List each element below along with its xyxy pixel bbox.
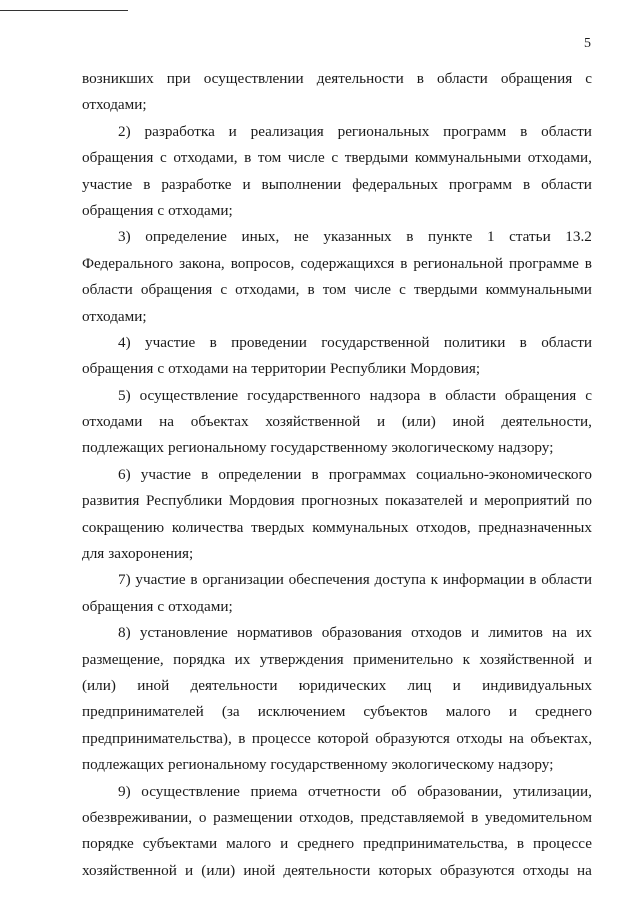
word: отходов: [411, 624, 462, 642]
word: с: [157, 597, 165, 615]
word: о: [198, 808, 207, 826]
word: хозяйственной: [265, 413, 361, 431]
word: осуществление: [141, 782, 240, 800]
word: обеспечения: [288, 571, 370, 589]
word: разработке: [161, 175, 232, 193]
text-line: [82, 356, 592, 382]
word: уведомительном: [485, 808, 592, 826]
word: региональному: [167, 756, 267, 774]
word: в: [529, 571, 537, 589]
text-line: [82, 647, 592, 673]
document-body: [82, 66, 592, 884]
word: надзора: [369, 386, 421, 404]
word: осуществлении: [203, 70, 304, 87]
word: образовании,: [417, 782, 503, 800]
word: установление: [139, 624, 228, 642]
word: социально-экономического: [416, 465, 592, 483]
text-line: [82, 831, 592, 857]
word: 3): [118, 228, 131, 246]
word: и: [508, 703, 517, 721]
word: деятельности: [283, 861, 371, 879]
word: обращения: [82, 360, 154, 378]
word: в: [516, 835, 524, 853]
word: иной: [137, 676, 170, 694]
word: твердых: [251, 518, 305, 536]
word: и: [185, 861, 194, 879]
text-line: [82, 224, 592, 250]
word: Федерального: [82, 254, 174, 272]
word: выполнении: [261, 175, 342, 193]
text-line: [82, 488, 592, 514]
word: отходами: [168, 360, 229, 378]
word: с: [331, 149, 339, 167]
word: юридических: [298, 676, 387, 694]
word: подлежащих: [82, 756, 164, 774]
word: к: [462, 650, 471, 668]
word: отходами;: [82, 96, 147, 114]
word: которой: [317, 729, 369, 747]
word: доступа: [374, 571, 426, 589]
word: хозяйственной: [82, 861, 177, 879]
text-line: [82, 541, 592, 567]
word: с: [159, 149, 167, 167]
word: иной: [452, 413, 485, 431]
word: разработка: [144, 122, 215, 140]
text-line: [82, 66, 592, 92]
word: предназначенных: [478, 518, 592, 536]
word: том: [257, 149, 282, 167]
word: политики: [443, 333, 506, 351]
word: представляемой: [360, 808, 465, 826]
word: 6): [118, 465, 131, 483]
word: лиц: [407, 676, 432, 694]
word: исключением: [257, 703, 346, 721]
text-line: [82, 409, 592, 435]
word: деятельности,: [501, 413, 592, 431]
word: 9): [118, 782, 131, 800]
text-line: [82, 673, 592, 699]
word: образуются: [440, 861, 515, 879]
word: региональных: [337, 122, 430, 140]
word: с: [585, 386, 592, 404]
word: определение: [145, 228, 227, 246]
word: предпринимателей: [82, 703, 204, 721]
word: образуются: [375, 729, 450, 747]
text-line: [82, 462, 592, 488]
word: в: [311, 465, 319, 483]
text-line: [82, 726, 592, 752]
word: (или): [82, 676, 116, 694]
text-line: [82, 251, 592, 277]
word: твердыми: [413, 281, 478, 299]
text-line: [82, 858, 592, 884]
word: обращения: [82, 149, 154, 167]
scan-edge-line: [0, 10, 128, 11]
word: возникших: [82, 70, 154, 87]
word: участие: [140, 465, 191, 483]
word: государственного: [247, 386, 361, 404]
text-line: [82, 435, 592, 461]
text-line: [82, 752, 592, 778]
word: в: [143, 175, 151, 193]
word: содержащихся: [300, 254, 395, 272]
word: отходов,: [299, 808, 354, 826]
word: пункте: [427, 228, 473, 246]
word: (или): [201, 861, 236, 879]
text-line: [82, 277, 592, 303]
word: том: [322, 281, 347, 299]
word: области: [541, 333, 592, 351]
word: порядке: [82, 835, 134, 853]
word: коммунальных: [312, 518, 409, 536]
word: государственной: [321, 333, 430, 351]
word: на: [577, 861, 592, 879]
word: при: [166, 70, 191, 87]
word: 5): [118, 386, 131, 404]
word: в: [522, 175, 531, 193]
word: в: [190, 571, 198, 589]
word: на: [552, 624, 568, 642]
word: в: [584, 254, 592, 272]
word: утверждения: [259, 650, 344, 668]
word: проведении: [231, 333, 307, 351]
text-line: [82, 119, 592, 145]
word: надзору;: [498, 439, 554, 457]
word: приема: [250, 782, 298, 800]
word: предпринимательства,: [363, 835, 508, 853]
word: в: [429, 386, 437, 404]
word: в: [471, 808, 479, 826]
word: в: [307, 281, 315, 299]
word: деятельности: [316, 70, 404, 87]
word: реализация: [250, 122, 324, 140]
word: Мордовия;: [410, 360, 481, 378]
word: 4): [118, 333, 131, 351]
word: для: [82, 545, 105, 563]
text-line: [82, 172, 592, 198]
word: отчетности: [308, 782, 381, 800]
word: числе: [287, 149, 325, 167]
word: 2): [118, 122, 131, 140]
word: среднего: [535, 703, 592, 721]
word: хозяйственной: [479, 650, 575, 668]
word: иных,: [241, 228, 280, 246]
word: региональной: [413, 254, 504, 272]
text-line: [82, 779, 592, 805]
word: с: [157, 201, 165, 219]
word: в: [400, 254, 408, 272]
word: отходами,: [527, 149, 592, 167]
text-line: [82, 383, 592, 409]
word: образования: [321, 624, 402, 642]
word: и: [583, 650, 592, 668]
word: Республики: [329, 360, 407, 378]
word: федеральных: [352, 175, 438, 193]
word: в: [519, 333, 527, 351]
text-line: [82, 92, 592, 118]
word: числе: [354, 281, 392, 299]
word: программ: [448, 175, 513, 193]
text-line: [82, 567, 592, 593]
word: 13.2: [565, 228, 592, 246]
word: нормативов: [236, 624, 313, 642]
text-line: [82, 304, 592, 330]
word: отходами;: [82, 307, 147, 325]
word: с: [585, 70, 592, 87]
word: экологическому: [391, 439, 495, 457]
word: обезвреживании,: [82, 808, 193, 826]
word: которых: [378, 861, 432, 879]
word: в: [238, 729, 246, 747]
word: размещении: [213, 808, 293, 826]
word: (за: [221, 703, 240, 721]
word: прогнозных: [301, 492, 379, 510]
word: их: [576, 624, 592, 642]
word: сокращению: [82, 518, 165, 536]
word: по: [576, 492, 592, 510]
word: субъектами: [142, 835, 218, 853]
word: малого: [445, 703, 491, 721]
word: Мордовия: [228, 492, 295, 510]
word: надзору;: [498, 756, 554, 774]
text-line: [82, 330, 592, 356]
word: отходами,: [173, 149, 238, 167]
word: их: [234, 650, 251, 668]
word: государственному: [270, 756, 388, 774]
word: с: [157, 360, 165, 378]
word: порядка: [173, 650, 226, 668]
page-number: 5: [584, 36, 591, 51]
text-line: [82, 198, 592, 224]
word: применительно: [353, 650, 454, 668]
word: малого: [226, 835, 272, 853]
word: в: [416, 70, 424, 87]
word: 7): [118, 571, 131, 589]
word: субъектов: [363, 703, 428, 721]
word: участие: [145, 333, 196, 351]
word: коммунальными: [414, 149, 522, 167]
word: отходы: [456, 729, 503, 747]
word: области: [82, 281, 133, 299]
word: 8): [118, 624, 131, 642]
word: объектах,: [530, 729, 592, 747]
word: в: [201, 465, 209, 483]
text-line: [82, 805, 592, 831]
word: программ: [443, 122, 507, 140]
word: вопросов,: [230, 254, 295, 272]
word: показателей: [385, 492, 463, 510]
word: и: [376, 413, 386, 431]
word: на: [159, 413, 175, 431]
word: обращения: [82, 597, 154, 615]
word: к: [430, 571, 439, 589]
word: в: [406, 228, 414, 246]
word: отходами;: [168, 597, 233, 615]
word: на: [232, 360, 248, 378]
word: обращения: [504, 386, 577, 404]
word: Республики: [146, 492, 223, 510]
word: с: [220, 281, 228, 299]
word: среднего: [297, 835, 355, 853]
word: в: [244, 149, 252, 167]
word: области: [541, 175, 592, 193]
word: статьи: [509, 228, 551, 246]
word: (или): [401, 413, 436, 431]
text-line: [82, 620, 592, 646]
word: определении: [218, 465, 302, 483]
text-line: [82, 699, 592, 725]
word: государственному: [270, 439, 388, 457]
word: области: [541, 122, 592, 140]
word: отходами,: [235, 281, 300, 299]
word: территории: [251, 360, 326, 378]
word: и: [280, 835, 289, 853]
word: количества: [171, 518, 244, 536]
word: процессе: [251, 729, 311, 747]
word: с: [399, 281, 406, 299]
word: региональному: [167, 439, 267, 457]
word: предпринимательства),: [82, 729, 232, 747]
word: подлежащих: [82, 439, 164, 457]
word: на: [508, 729, 524, 747]
word: программе: [508, 254, 579, 272]
word: в: [209, 333, 217, 351]
word: и: [470, 624, 480, 642]
word: указанных: [323, 228, 392, 246]
word: информации: [442, 571, 525, 589]
word: осуществление: [139, 386, 239, 404]
word: размещение,: [82, 650, 164, 668]
word: отходами;: [168, 201, 233, 219]
word: твердыми: [344, 149, 409, 167]
word: области: [541, 571, 592, 589]
word: 1: [486, 228, 495, 246]
word: и: [469, 492, 478, 510]
word: процессе: [532, 835, 592, 853]
word: отходы: [522, 861, 569, 879]
word: отходами: [82, 413, 143, 431]
word: закона,: [179, 254, 225, 272]
text-line: [82, 515, 592, 541]
word: отходов,: [416, 518, 471, 536]
word: области: [445, 386, 496, 404]
word: обращения: [500, 70, 573, 87]
word: участие: [82, 175, 133, 193]
word: лимитов: [488, 624, 543, 642]
word: развития: [82, 492, 140, 510]
word: организации: [202, 571, 284, 589]
word: захоронения;: [108, 545, 194, 563]
word: обращения: [82, 201, 154, 219]
word: и: [452, 676, 461, 694]
word: в: [520, 122, 528, 140]
word: объектах: [190, 413, 249, 431]
word: иной: [243, 861, 276, 879]
word: области: [437, 70, 488, 87]
word: и: [228, 122, 237, 140]
word: об: [391, 782, 407, 800]
word: обращения: [140, 281, 213, 299]
word: деятельности: [190, 676, 278, 694]
word: коммунальными: [485, 281, 592, 299]
text-line: [82, 594, 592, 620]
word: индивидуальных: [482, 676, 592, 694]
word: участие: [135, 571, 186, 589]
word: не: [293, 228, 309, 246]
word: утилизации,: [512, 782, 592, 800]
text-line: [82, 145, 592, 171]
word: мероприятий: [484, 492, 570, 510]
word: экологическому: [391, 756, 495, 774]
word: и: [242, 175, 251, 193]
word: программах: [328, 465, 407, 483]
